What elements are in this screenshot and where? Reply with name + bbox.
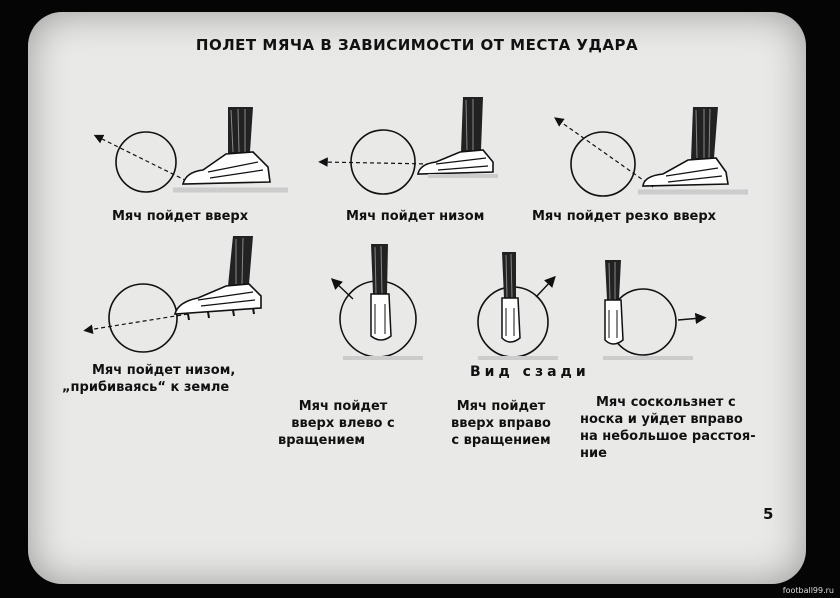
kick-diagram-sharp-up <box>548 92 748 212</box>
caption-ball-ground-1: Мяч пойдет низом, <box>92 363 236 378</box>
caption-rear-3 <box>580 394 780 462</box>
caption-rear-2 <box>426 398 576 449</box>
caption-rear-1-line: вверх влево с <box>291 416 395 431</box>
kick-diagram-ground <box>83 234 293 364</box>
caption-rear-3-line: носка и уйдет вправо <box>580 412 743 427</box>
slide-frame <box>28 12 806 584</box>
caption-rear-1-line: Мяч пойдет <box>298 399 388 414</box>
caption-ball-ground-2: „прибиваясь“ к земле <box>62 380 230 395</box>
kick-diagram-up <box>88 92 288 212</box>
caption-ball-up: Мяч пойдет вверх <box>112 209 249 224</box>
caption-rear-3-line: ние <box>580 446 607 461</box>
boot-icon <box>175 236 261 320</box>
rear-view-slide-off <box>583 260 723 370</box>
rear-view-right-spin <box>458 252 578 372</box>
boot-icon <box>418 97 498 176</box>
caption-rear-1-line: вращением <box>278 433 366 448</box>
caption-ball-low: Мяч пойдет низом <box>346 209 485 224</box>
watermark: football99.ru <box>782 586 834 595</box>
slide-title: ПОЛЕТ МЯЧА В ЗАВИСИМОСТИ ОТ МЕСТА УДАРА <box>195 36 639 54</box>
caption-ball-sharp-up: Мяч пойдет резко вверх <box>532 209 717 224</box>
kick-diagram-low <box>318 92 518 212</box>
caption-rear-2-line: с вращением <box>451 433 551 448</box>
caption-rear-1 <box>268 398 418 449</box>
caption-rear-2-line: Мяч пойдет <box>456 399 546 414</box>
rear-view-heading: Вид сзади <box>470 364 590 380</box>
caption-rear-3-line: Мяч соскользнет с <box>596 395 736 410</box>
caption-rear-3-line: на небольшое расстоя- <box>580 429 756 444</box>
caption-rear-2-line: вверх вправо <box>451 416 551 431</box>
boot-icon <box>173 107 288 190</box>
rear-view-left-spin <box>323 244 443 364</box>
boot-icon <box>638 107 748 192</box>
page-number: 5 <box>763 505 774 523</box>
